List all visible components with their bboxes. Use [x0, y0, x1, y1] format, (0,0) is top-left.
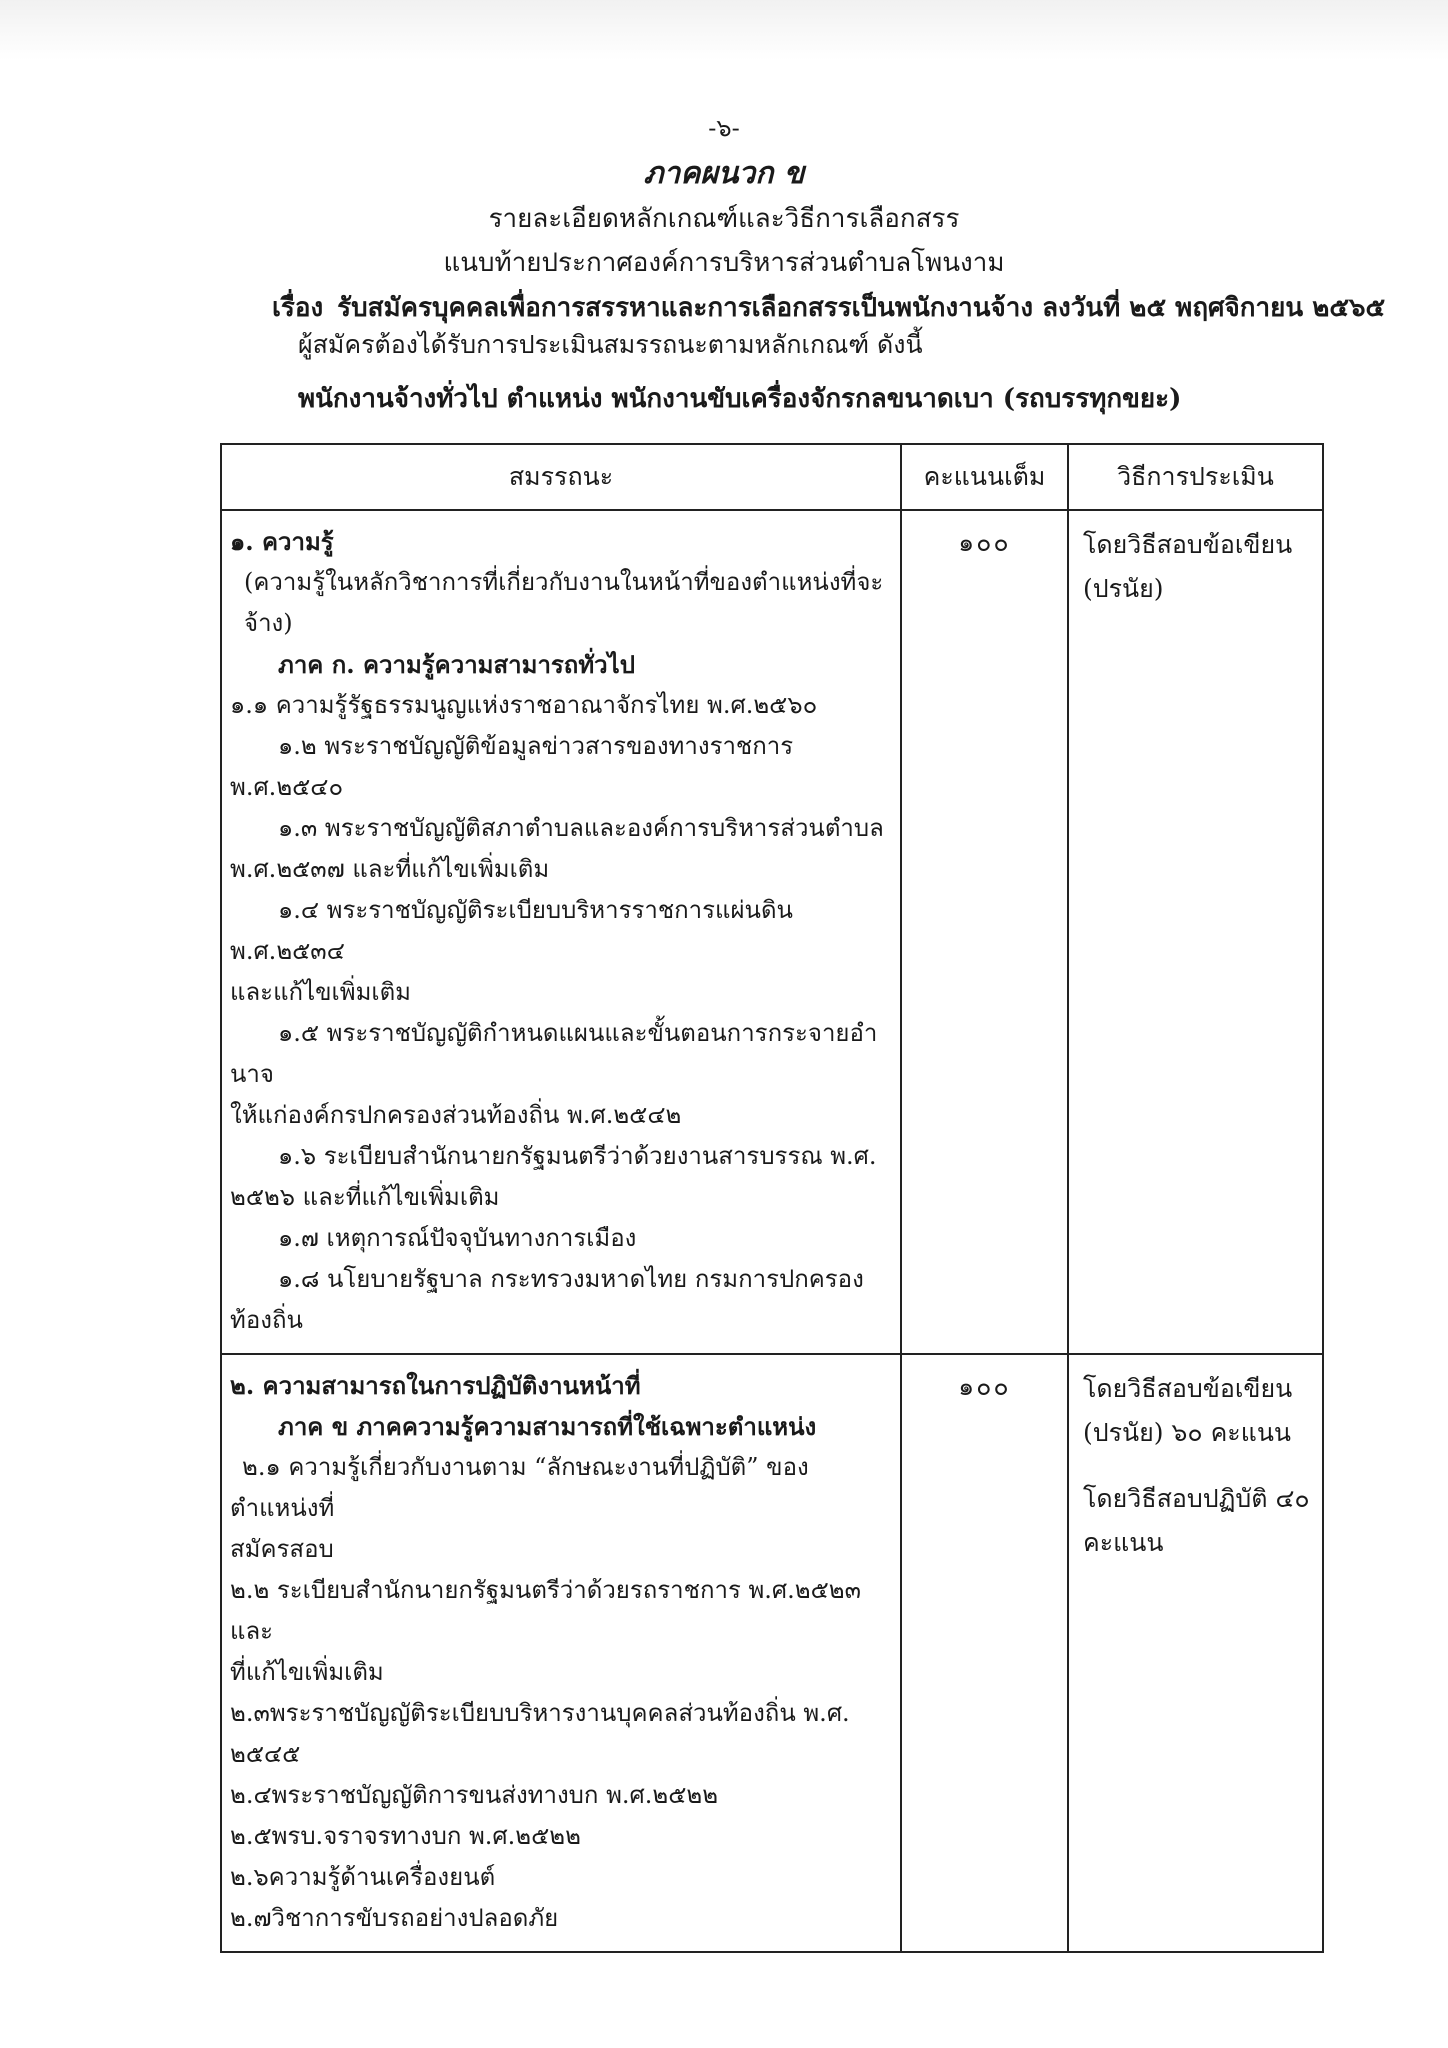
intro-text: ผู้สมัครต้องได้รับการประเมินสมรรถนะตามหลักเกณฑ์ ดังนี้	[298, 330, 923, 359]
score-cell: ๑๐๐	[901, 510, 1068, 1354]
list-item: ที่แก้ไขเพิ่มเติม	[230, 1658, 384, 1686]
list-item: ๒.๔พระราชบัญญัติการขนส่งทางบก พ.ศ.๒๕๒๒	[230, 1781, 719, 1809]
list-item: ๑.๕ พระราชบัญญัติกำหนดแผนและขั้นตอนการกระจายอำนาจ	[230, 1019, 878, 1088]
method-line: โดยวิธีสอบข้อเขียน	[1083, 1374, 1293, 1403]
list-item: ๒.๑ ความรู้เกี่ยวกับงานตาม “ลักษณะงานที่ปฏิบัติ” ของตำแหน่งที่	[230, 1453, 809, 1522]
list-item: พ.ศ.๒๕๓๗ และที่แก้ไขเพิ่มเติม	[230, 855, 550, 883]
table-header-row	[221, 444, 1323, 510]
method-cell	[1068, 510, 1323, 1354]
appendix-title: ภาคผนวก ข	[643, 156, 805, 191]
header-competency: สมรรถนะ	[221, 444, 901, 510]
header-method: วิธีการประเมิน	[1068, 444, 1323, 510]
subject-line	[272, 287, 1386, 328]
method-cell	[1068, 1354, 1323, 1952]
method-spacer	[1083, 1455, 1312, 1477]
list-item: ๒.๒ ระเบียบสำนักนายกรัฐมนตรีว่าด้วยรถราชการ พ.ศ.๒๕๒๓ และ	[230, 1576, 861, 1645]
list-item: ท้องถิ่น	[230, 1306, 303, 1334]
list-item: ๒.๖ความรู้ด้านเครื่องยนต์	[230, 1863, 496, 1891]
method-line: โดยวิธีสอบปฏิบัติ ๔๐	[1083, 1484, 1310, 1513]
section-title: ๒. ความสามารถในการปฏิบัติงานหน้าที่	[230, 1371, 641, 1400]
list-item: ๒.๓พระราชบัญญัติระเบียบบริหารงานบุคคลส่วนท้องถิ่น พ.ศ. ๒๕๔๕	[230, 1699, 850, 1768]
method-line: (ปรนัย)	[1083, 574, 1164, 603]
competency-cell	[221, 510, 901, 1354]
list-item: ๑.๘ นโยบายรัฐบาล กระทรวงมหาดไทย กรมการปกครอง	[278, 1265, 864, 1293]
list-item: ๒.๕พรบ.จราจรทางบก พ.ศ.๒๕๒๒	[230, 1822, 581, 1850]
heading-line-2: แนบท้ายประกาศองค์การบริหารส่วนตำบลโพนงาม	[443, 248, 1005, 278]
section-title: ๑. ความรู้	[230, 527, 334, 556]
method-line: คะแนน	[1083, 1528, 1164, 1557]
list-item: ๑.๔ พระราชบัญญัติระเบียบบริหารราชการแผ่นดิน พ.ศ.๒๕๓๔	[230, 896, 793, 965]
position-line: พนักงานจ้างทั่วไป ตำแหน่ง พนักงานขับเครื่องจักรกลขนาดเบา (รถบรรทุกขยะ)	[298, 384, 1182, 414]
part-title: ภาค ข ภาคความรู้ความสามารถที่ใช้เฉพาะตำแหน่ง	[278, 1412, 817, 1441]
list-item: ๒.๗วิชาการขับรถอย่างปลอดภัย	[230, 1904, 559, 1932]
list-item: ๑.๑ ความรู้รัฐธรรมนูญแห่งราชอาณาจักรไทย พ.ศ.๒๕๖๐	[230, 691, 818, 719]
list-item: ๒๕๒๖ และที่แก้ไขเพิ่มเติม	[230, 1183, 500, 1211]
list-item: ๑.๓ พระราชบัญญัติสภาตำบลและองค์การบริหารส่วนตำบล	[278, 814, 884, 842]
list-item: ๑.๒ พระราชบัญญัติข้อมูลข่าวสารของทางราชการ พ.ศ.๒๕๔๐	[230, 732, 794, 801]
list-item: ให้แก่องค์กรปกครองส่วนท้องถิ่น พ.ศ.๒๕๔๒	[230, 1101, 682, 1129]
list-item: สมัครสอบ	[230, 1535, 334, 1563]
method-line: (ปรนัย) ๖๐ คะแนน	[1083, 1418, 1292, 1447]
criteria-table	[220, 443, 1324, 1953]
table-row	[221, 1354, 1323, 1952]
page-number: -๖-	[708, 114, 740, 142]
header-score: คะแนนเต็ม	[901, 444, 1068, 510]
list-item: ๑.๖ ระเบียบสำนักนายกรัฐมนตรีว่าด้วยงานสารบรรณ พ.ศ.	[278, 1142, 877, 1170]
scan-shadow	[0, 0, 1448, 60]
score-cell: ๑๐๐	[901, 1354, 1068, 1952]
heading-line-1: รายละเอียดหลักเกณฑ์และวิธีการเลือกสรร	[488, 204, 960, 234]
list-item: ๑.๗ เหตุการณ์ปัจจุบันทางการเมือง	[278, 1224, 637, 1252]
list-item: และแก้ไขเพิ่มเติม	[230, 978, 411, 1006]
section-description: (ความรู้ในหลักวิชาการที่เกี่ยวกับงานในหน้าที่ของตำแหน่งที่จะจ้าง)	[244, 568, 884, 637]
part-title: ภาค ก. ความรู้ความสามารถทั่วไป	[278, 650, 635, 679]
competency-cell	[221, 1354, 901, 1952]
subject-label: เรื่อง	[272, 293, 324, 323]
subject-text: รับสมัครบุคคลเพื่อการสรรหาและการเลือกสรรเป็นพนักงานจ้าง ลงวันที่ ๒๕ พฤศจิกายน ๒๕๖๕	[337, 293, 1386, 323]
table-row	[221, 510, 1323, 1354]
method-line: โดยวิธีสอบข้อเขียน	[1083, 530, 1293, 559]
